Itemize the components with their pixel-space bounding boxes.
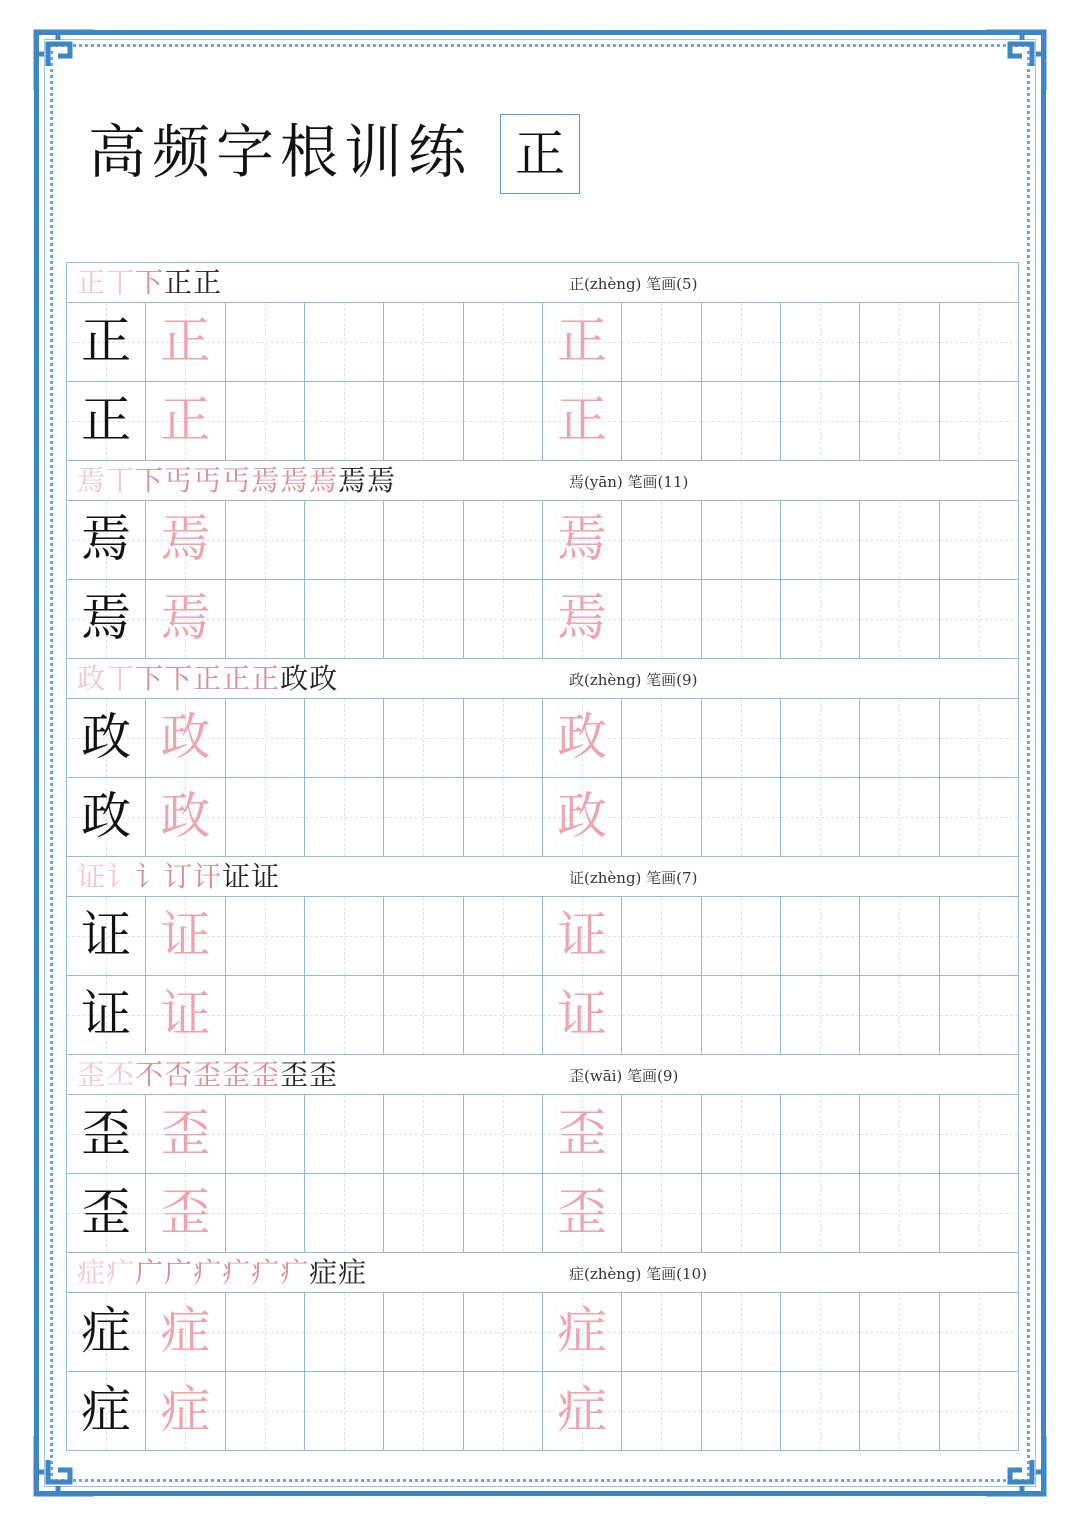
empty-practice-cell: [622, 777, 701, 856]
empty-practice-cell: [226, 777, 305, 856]
empty-practice-cell: [305, 698, 384, 777]
empty-practice-cell: [781, 500, 860, 579]
empty-practice-cell: [702, 975, 781, 1054]
empty-practice-cell: [464, 1094, 543, 1173]
trace-char-cell: [543, 698, 622, 777]
empty-practice-cell: [226, 302, 305, 381]
empty-practice-cell: [702, 1094, 781, 1173]
stroke-step: 疒: [193, 1256, 222, 1289]
trace-char-cell: [146, 698, 225, 777]
empty-practice-cell: [622, 1173, 701, 1252]
stroke-sequence: [77, 463, 396, 499]
empty-practice-cell: [622, 1371, 701, 1450]
stroke-step: 歪: [77, 1058, 106, 1091]
char-info: 症(zhèng) 笔画(10): [569, 1265, 707, 1283]
empty-practice-cell: [781, 1094, 860, 1173]
stroke-step: 广: [164, 1256, 193, 1289]
empty-practice-cell: [226, 1094, 305, 1173]
stroke-step: 丅: [106, 662, 135, 695]
practice-sheet: [66, 262, 1019, 1451]
trace-char-cell: [146, 777, 225, 856]
empty-practice-cell: [781, 1371, 860, 1450]
stroke-step: 疒: [222, 1256, 251, 1289]
empty-practice-cell: [384, 1094, 463, 1173]
empty-practice-cell: [384, 1371, 463, 1450]
empty-practice-cell: [702, 302, 781, 381]
empty-practice-cell: [781, 579, 860, 658]
empty-practice-cell: [860, 579, 939, 658]
model-char: 症: [81, 1302, 132, 1360]
empty-practice-cell: [384, 698, 463, 777]
empty-practice-cell: [781, 302, 860, 381]
trace-char-cell: [146, 579, 225, 658]
empty-practice-cell: [860, 1292, 939, 1371]
empty-practice-cell: [305, 1094, 384, 1173]
stroke-step: 疒: [106, 1256, 135, 1289]
empty-practice-cell: [226, 896, 305, 975]
stroke-step: 下: [164, 662, 193, 695]
empty-practice-cell: [860, 698, 939, 777]
empty-practice-cell: [781, 1173, 860, 1252]
model-char: 歪: [81, 1183, 132, 1241]
empty-practice-cell: [464, 777, 543, 856]
trace-char: 证: [160, 985, 211, 1043]
stroke-step: 焉: [309, 464, 338, 497]
empty-practice-cell: [226, 1371, 305, 1450]
char-info: 歪(wāi) 笔画(9): [569, 1067, 679, 1085]
empty-practice-cell: [940, 777, 1019, 856]
empty-practice-cell: [781, 1292, 860, 1371]
stroke-step: 焉: [77, 464, 106, 497]
char-info: 焉(yān) 笔画(11): [569, 473, 689, 491]
empty-practice-cell: [860, 1094, 939, 1173]
trace-char-cell: [543, 777, 622, 856]
stroke-step: 疒: [280, 1256, 309, 1289]
stroke-step: 歪: [309, 1058, 338, 1091]
trace-char: 焉: [557, 510, 608, 568]
empty-practice-cell: [702, 896, 781, 975]
empty-practice-cell: [305, 1292, 384, 1371]
trace-char-cell: [146, 1173, 225, 1252]
trace-char-cell: [146, 381, 225, 460]
stroke-step: 丐: [222, 464, 251, 497]
empty-practice-cell: [940, 1173, 1019, 1252]
stroke-step: 讦: [193, 860, 222, 893]
stroke-step: 正: [222, 662, 251, 695]
stroke-step: 正: [251, 662, 280, 695]
trace-char-cell: [543, 302, 622, 381]
trace-char-cell: [543, 1094, 622, 1173]
stroke-step: 广: [135, 1256, 164, 1289]
corner-ornament-icon: [30, 26, 100, 96]
practice-row: [67, 698, 1019, 777]
empty-practice-cell: [781, 777, 860, 856]
trace-char: 焉: [557, 589, 608, 647]
trace-char: 正: [160, 391, 211, 449]
empty-practice-cell: [622, 1094, 701, 1173]
stroke-order-row: [67, 1252, 1019, 1292]
model-char: 政: [81, 787, 132, 845]
empty-practice-cell: [464, 896, 543, 975]
empty-practice-cell: [622, 1292, 701, 1371]
stroke-step: 焉: [338, 464, 367, 497]
empty-practice-cell: [464, 1292, 543, 1371]
empty-practice-cell: [860, 500, 939, 579]
empty-practice-cell: [622, 579, 701, 658]
trace-char-cell: [146, 500, 225, 579]
practice-section: [66, 658, 1019, 856]
practice-row: [67, 1371, 1019, 1450]
empty-practice-cell: [860, 896, 939, 975]
stroke-step: 讠: [135, 860, 164, 893]
trace-char-cell: [543, 896, 622, 975]
stroke-step: 症: [77, 1256, 106, 1289]
practice-section: [66, 460, 1019, 658]
empty-practice-cell: [860, 1371, 939, 1450]
stroke-step: 下: [135, 464, 164, 497]
empty-practice-cell: [940, 302, 1019, 381]
model-char: 歪: [81, 1104, 132, 1162]
empty-practice-cell: [702, 1371, 781, 1450]
empty-practice-cell: [226, 975, 305, 1054]
stroke-step: 政: [280, 662, 309, 695]
stroke-step: 正: [193, 266, 222, 299]
stroke-step: 正: [164, 266, 193, 299]
stroke-step: 歪: [280, 1058, 309, 1091]
trace-char-cell: [146, 1371, 225, 1450]
model-char-cell: [67, 896, 146, 975]
empty-practice-cell: [622, 302, 701, 381]
trace-char-cell: [146, 975, 225, 1054]
practice-section: [66, 1252, 1019, 1450]
stroke-order-row: [67, 658, 1019, 698]
empty-practice-cell: [464, 302, 543, 381]
empty-practice-cell: [464, 579, 543, 658]
stroke-step: 焉: [367, 464, 396, 497]
stroke-step: 焉: [280, 464, 309, 497]
empty-practice-cell: [464, 500, 543, 579]
empty-practice-cell: [226, 579, 305, 658]
empty-practice-cell: [305, 500, 384, 579]
model-char: 政: [81, 708, 132, 766]
empty-practice-cell: [226, 1292, 305, 1371]
model-char-cell: [67, 579, 146, 658]
empty-practice-cell: [622, 896, 701, 975]
practice-row: [67, 1094, 1019, 1173]
empty-practice-cell: [464, 975, 543, 1054]
stroke-step: 歪: [251, 1058, 280, 1091]
stroke-step: 讠: [106, 860, 135, 893]
trace-char-cell: [146, 1292, 225, 1371]
empty-practice-cell: [226, 698, 305, 777]
practice-section: [66, 1054, 1019, 1252]
empty-practice-cell: [781, 975, 860, 1054]
model-char: 证: [81, 906, 132, 964]
stroke-step: 症: [309, 1256, 338, 1289]
model-char: 正: [81, 391, 132, 449]
trace-char-cell: [543, 1371, 622, 1450]
trace-char-cell: [543, 500, 622, 579]
empty-practice-cell: [384, 579, 463, 658]
root-char-box: 正: [500, 114, 580, 194]
empty-practice-cell: [622, 975, 701, 1054]
stroke-order-row: [67, 1054, 1019, 1094]
stroke-step: 丐: [193, 464, 222, 497]
empty-practice-cell: [226, 1173, 305, 1252]
trace-char: 政: [557, 787, 608, 845]
char-info: 证(zhèng) 笔画(7): [569, 869, 698, 887]
empty-practice-cell: [860, 975, 939, 1054]
empty-practice-cell: [305, 381, 384, 460]
empty-practice-cell: [464, 698, 543, 777]
trace-char: 症: [557, 1381, 608, 1439]
char-info: 政(zhèng) 笔画(9): [569, 671, 698, 689]
trace-char: 焉: [160, 510, 211, 568]
stroke-order-row: [67, 856, 1019, 896]
empty-practice-cell: [940, 579, 1019, 658]
empty-practice-cell: [622, 381, 701, 460]
empty-practice-cell: [781, 381, 860, 460]
stroke-step: 下: [135, 662, 164, 695]
trace-char: 症: [160, 1302, 211, 1360]
stroke-step: 政: [309, 662, 338, 695]
stroke-sequence: [77, 1057, 338, 1093]
practice-row: [67, 302, 1019, 381]
trace-char: 歪: [557, 1183, 608, 1241]
empty-practice-cell: [384, 777, 463, 856]
model-char-cell: [67, 698, 146, 777]
empty-practice-cell: [940, 698, 1019, 777]
trace-char-cell: [543, 975, 622, 1054]
practice-row: [67, 777, 1019, 856]
empty-practice-cell: [305, 1173, 384, 1252]
trace-char: 证: [160, 906, 211, 964]
empty-practice-cell: [226, 500, 305, 579]
empty-practice-cell: [940, 975, 1019, 1054]
stroke-step: 症: [338, 1256, 367, 1289]
stroke-sequence: [77, 661, 338, 697]
empty-practice-cell: [781, 698, 860, 777]
empty-practice-cell: [702, 1292, 781, 1371]
trace-char: 症: [160, 1381, 211, 1439]
empty-practice-cell: [940, 500, 1019, 579]
stroke-step: 正: [193, 662, 222, 695]
empty-practice-cell: [384, 896, 463, 975]
trace-char: 正: [557, 391, 608, 449]
model-char-cell: [67, 302, 146, 381]
sheet-bottom-line: [66, 1450, 1019, 1451]
model-char-cell: [67, 500, 146, 579]
model-char: 焉: [81, 510, 132, 568]
model-char: 证: [81, 985, 132, 1043]
trace-char: 歪: [160, 1183, 211, 1241]
stroke-order-row: [67, 460, 1019, 500]
empty-practice-cell: [464, 1371, 543, 1450]
trace-char: 政: [160, 787, 211, 845]
empty-practice-cell: [781, 896, 860, 975]
stroke-step: 证: [222, 860, 251, 893]
empty-practice-cell: [940, 1094, 1019, 1173]
empty-practice-cell: [384, 381, 463, 460]
page-title: 高频字根训练: [88, 118, 473, 186]
stroke-step: 歪: [193, 1058, 222, 1091]
empty-practice-cell: [702, 500, 781, 579]
model-char-cell: [67, 1094, 146, 1173]
practice-row: [67, 579, 1019, 658]
empty-practice-cell: [384, 1173, 463, 1252]
trace-char-cell: [146, 302, 225, 381]
trace-char: 证: [557, 985, 608, 1043]
model-char: 症: [81, 1381, 132, 1439]
stroke-step: 丅: [106, 464, 135, 497]
empty-practice-cell: [860, 1173, 939, 1252]
empty-practice-cell: [702, 579, 781, 658]
empty-practice-cell: [384, 1292, 463, 1371]
empty-practice-cell: [305, 975, 384, 1054]
empty-practice-cell: [860, 381, 939, 460]
stroke-step: 否: [164, 1058, 193, 1091]
empty-practice-cell: [702, 698, 781, 777]
trace-char-cell: [543, 1173, 622, 1252]
model-char: 焉: [81, 589, 132, 647]
empty-practice-cell: [860, 302, 939, 381]
trace-char: 症: [557, 1302, 608, 1360]
practice-row: [67, 381, 1019, 460]
stroke-sequence: [77, 1255, 367, 1291]
empty-practice-cell: [305, 777, 384, 856]
empty-practice-cell: [940, 381, 1019, 460]
stroke-step: 政: [77, 662, 106, 695]
trace-char-cell: [146, 896, 225, 975]
stroke-step: 歪: [222, 1058, 251, 1091]
trace-char: 正: [557, 312, 608, 370]
empty-practice-cell: [940, 1371, 1019, 1450]
stroke-sequence: [77, 265, 222, 301]
practice-row: [67, 975, 1019, 1054]
model-char-cell: [67, 1173, 146, 1252]
empty-practice-cell: [464, 1173, 543, 1252]
trace-char: 歪: [557, 1104, 608, 1162]
model-char-cell: [67, 381, 146, 460]
stroke-step: 不: [135, 1058, 164, 1091]
trace-char-cell: [543, 579, 622, 658]
model-char-cell: [67, 975, 146, 1054]
trace-char: 正: [160, 312, 211, 370]
stroke-step: 下: [135, 266, 164, 299]
trace-char-cell: [146, 1094, 225, 1173]
empty-practice-cell: [622, 500, 701, 579]
model-char-cell: [67, 777, 146, 856]
model-char: 正: [81, 312, 132, 370]
trace-char-cell: [543, 1292, 622, 1371]
empty-practice-cell: [305, 896, 384, 975]
stroke-step: 疒: [251, 1256, 280, 1289]
stroke-sequence: [77, 859, 280, 895]
empty-practice-cell: [305, 579, 384, 658]
empty-practice-cell: [384, 975, 463, 1054]
stroke-step: 丅: [106, 266, 135, 299]
empty-practice-cell: [702, 777, 781, 856]
trace-char: 政: [160, 708, 211, 766]
trace-char: 歪: [160, 1104, 211, 1162]
trace-char-cell: [543, 381, 622, 460]
stroke-order-row: [67, 262, 1019, 302]
practice-section: [66, 856, 1019, 1054]
empty-practice-cell: [226, 381, 305, 460]
empty-practice-cell: [464, 381, 543, 460]
empty-practice-cell: [702, 1173, 781, 1252]
stroke-step: 证: [251, 860, 280, 893]
empty-practice-cell: [384, 500, 463, 579]
empty-practice-cell: [940, 896, 1019, 975]
empty-practice-cell: [702, 381, 781, 460]
corner-ornament-icon: [980, 26, 1050, 96]
practice-row: [67, 896, 1019, 975]
empty-practice-cell: [384, 302, 463, 381]
trace-char: 政: [557, 708, 608, 766]
empty-practice-cell: [305, 1371, 384, 1450]
empty-practice-cell: [622, 698, 701, 777]
empty-practice-cell: [305, 302, 384, 381]
model-char-cell: [67, 1292, 146, 1371]
stroke-step: 证: [77, 860, 106, 893]
practice-section: [66, 262, 1019, 460]
stroke-step: 焉: [251, 464, 280, 497]
practice-row: [67, 1292, 1019, 1371]
empty-practice-cell: [860, 777, 939, 856]
char-info: 正(zhèng) 笔画(5): [569, 275, 698, 293]
trace-char: 焉: [160, 589, 211, 647]
practice-row: [67, 1173, 1019, 1252]
model-char-cell: [67, 1371, 146, 1450]
trace-char: 证: [557, 906, 608, 964]
empty-practice-cell: [940, 1292, 1019, 1371]
stroke-step: 丕: [106, 1058, 135, 1091]
stroke-step: 丐: [164, 464, 193, 497]
stroke-step: 订: [164, 860, 193, 893]
stroke-step: 正: [77, 266, 106, 299]
practice-row: [67, 500, 1019, 579]
